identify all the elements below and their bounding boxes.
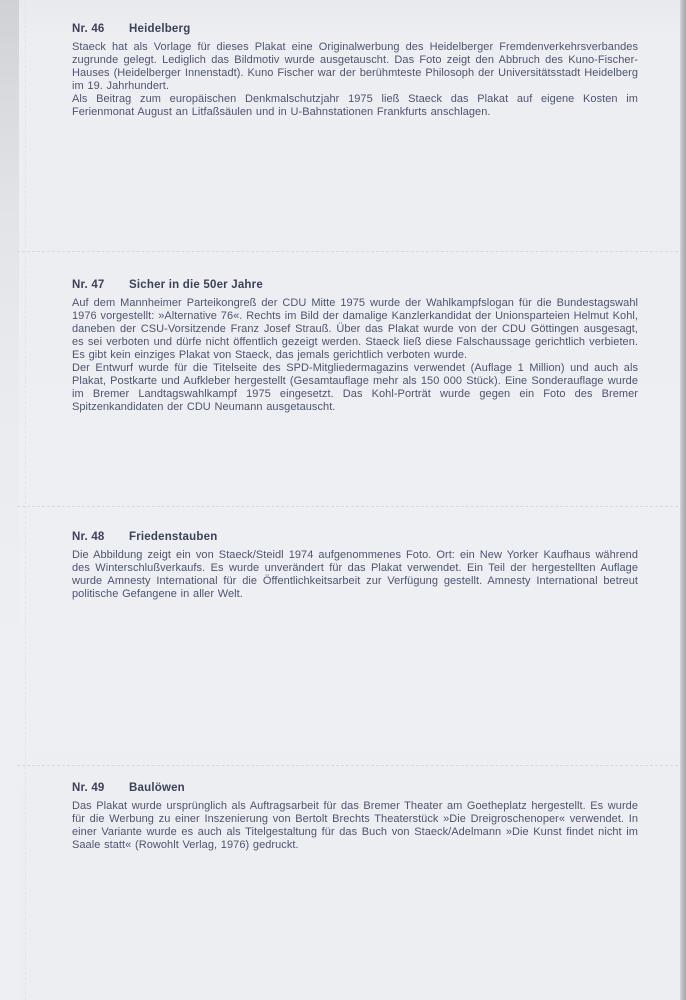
entry-nr-48 <box>72 530 638 601</box>
entry-paragraph: Das Plakat wurde ursprünglich als Auftragsarbeit für das Bremer Theater am Goetheplatz hergestellt. Es wurde für die Werbung zu einer Inszenierung von Bertolt Brechts Theaterstück »Die Dreigroschenoper« verwendet. In einer Variante wurde es auch als Titelgestaltung für das Buch von Staeck/Adelmann »Die Kunst findet nicht im Saale statt« (Rowohlt Verlag, 1976) gedruckt. <box>72 800 638 851</box>
entry-paragraph: Auf dem Mannheimer Parteikongreß der CDU Mitte 1975 wurde der Wahlkampfslogan für die Bundestagswahl 1976 vorgestellt: »Alternative 76«. Rechts im Bild der damalige Kanzlerkandidat der Unionsparteien Helmut Kohl, daneben der CSU-Vorsitzende Franz Josef Strauß. Über das Plakat wurde von der CDU Göttingen ausgesagt, es sei verboten und dürfe nicht öffentlich gezeigt werden. Staeck ließ diese Falschaussage gerichtlich verbieten. Es gibt kein einziges Plakat von Staeck, das jemals gerichtlich verboten wurde. <box>72 297 638 361</box>
entry-heading <box>72 530 638 544</box>
entry-title: Heidelberg <box>129 23 191 35</box>
photo-left-edge <box>0 0 19 1000</box>
entry-title: Friedenstauben <box>129 531 218 543</box>
entry-nr-49 <box>72 781 638 852</box>
entry-paragraph: Der Entwurf wurde für die Titelseite des SPD-Mitgliedermagazins verwendet (Auflage 1 Million) und auch als Plakat, Postkarte und Aufkleber hergestellt (Gesamtauflage mehr als 150 000 Stück). Eine Sonderauflage wurde im Bremer Landtagswahlkampf 1975 eingesetzt. Das Kohl-Porträt wurde gegen ein Foto des Bremer Spitzenkandidaten der CDU Neumann ausgetauscht. <box>72 362 638 413</box>
entry-body <box>72 41 638 119</box>
entry-number: Nr. 49 <box>72 782 105 794</box>
cut-mark-horizontal-2 <box>17 506 678 507</box>
entry-nr-46 <box>72 22 638 119</box>
entry-body <box>72 549 638 601</box>
entry-number: Nr. 48 <box>72 531 105 543</box>
entry-number: Nr. 46 <box>72 23 105 35</box>
entry-heading <box>72 781 638 795</box>
cut-mark-horizontal-1 <box>17 251 678 252</box>
entry-paragraph: Die Abbildung zeigt ein von Staeck/Steidl 1974 aufgenommenes Foto. Ort: ein New Yorker Kaufhaus während des Winterschlußverkaufs. Es wurde unverändert für das Plakat verwendet. Ein Teil der hergestellten Auflage wurde Amnesty International für die Öffentlichkeitsarbeit zur Verfügung gestellt. Amnesty International betreut politische Gefangene in aller Welt. <box>72 549 638 600</box>
entry-paragraph: Staeck hat als Vorlage für dieses Plakat eine Originalwerbung des Heidelberger Fremdenverkehrsverbandes zugrunde gelegt. Lediglich das Bildmotiv wurde ausgetauscht. Das Foto zeigt den Abbruch des Kuno-Fischer-Hauses (Heidelberger Innenstadt). Kuno Fischer war der berühmteste Philosoph der Universitätsstadt Heidelberg im 19. Jahrhundert. <box>72 41 638 92</box>
entry-heading <box>72 22 638 36</box>
entry-nr-47 <box>72 278 638 414</box>
entry-title: Sicher in die 50er Jahre <box>129 279 263 291</box>
entry-body <box>72 800 638 852</box>
entry-heading <box>72 278 638 292</box>
entry-title: Baulöwen <box>129 782 185 794</box>
entry-paragraph: Als Beitrag zum europäischen Denkmalschutzjahr 1975 ließ Staeck das Plakat auf eigene Kosten im Ferienmonat August an Litfaßsäulen und in U-Bahnstationen Frankfurts anschlagen. <box>72 93 638 118</box>
cut-mark-vertical <box>25 0 26 1000</box>
cut-mark-horizontal-3 <box>17 765 678 766</box>
photo-right-edge <box>680 0 686 1000</box>
entry-body <box>72 297 638 414</box>
entry-number: Nr. 47 <box>72 279 105 291</box>
